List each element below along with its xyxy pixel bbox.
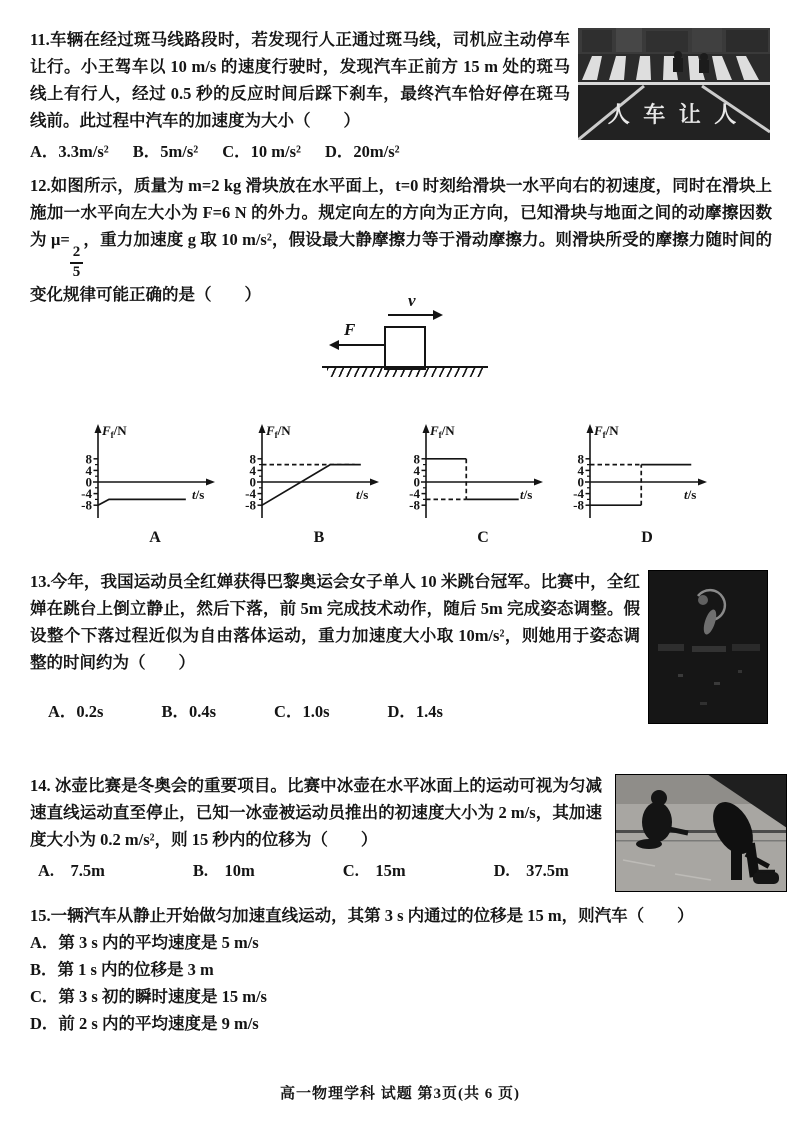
q15-option-a: A．第 3 s 内的平均速度是 5 m/s: [30, 933, 259, 952]
q11-option-a: A．3.3m/s²: [30, 142, 109, 161]
graph-a-plot: [72, 420, 224, 522]
graph-d-label: D: [641, 529, 653, 546]
svg-text:0: 0: [577, 474, 584, 490]
svg-text:-4: -4: [81, 486, 92, 502]
svg-text:Ff/N: $F_f/N$: [102, 423, 127, 440]
diver-photo: [648, 570, 768, 724]
force-label: F: [344, 320, 356, 339]
velocity-label: v: [408, 291, 416, 310]
question-12-text: [30, 172, 772, 308]
road-text: 人 车 让 人: [607, 102, 741, 127]
question-11: [30, 26, 770, 164]
svg-text:Ff/N: $F_f/N$: [430, 423, 455, 440]
curling-photo: [615, 774, 787, 892]
q14-option-a: A. 7.5m: [38, 861, 105, 880]
svg-text:8: 8: [249, 451, 256, 467]
crosswalk-photo: [578, 28, 770, 140]
q14-option-c: C. 15m: [342, 861, 406, 880]
svg-text:8: 8: [413, 451, 420, 467]
svg-text:-8: -8: [81, 497, 92, 513]
graph-b-label: B: [313, 529, 325, 546]
svg-text:8: 8: [85, 451, 92, 467]
graph-option-a: [72, 420, 224, 547]
velocity-arrow: [388, 314, 434, 316]
q13-option-c: C．1.0s: [274, 702, 330, 721]
question-12: [30, 172, 772, 308]
svg-text:-4: -4: [409, 486, 420, 502]
svg-text:Ff/N: $F_f/N$: [594, 423, 619, 440]
graph-option-d: [564, 420, 716, 547]
svg-text:-4: -4: [245, 486, 256, 502]
graph-b-plot: [236, 420, 388, 522]
svg-text:t/s: t/s: [356, 487, 369, 502]
question-13-text: 13.今年，我国运动员全红婵获得巴黎奥运会女子单人 10 米跳台冠军。比赛中，全红婵在跳台上倒立静止，然后下落，前 5m 完成技术动作，随后 5m 完成姿态调整。假设整个下落过程近似为自由落体运动，重力加速度大小取 10m/s²，则她用于姿态调整的时间约为（ ）: [30, 572, 640, 672]
q11-option-d: D．20m/s²: [324, 142, 400, 161]
q15-option-b: B．第 1 s 内的位移是 3 m: [30, 960, 214, 979]
force-arrow: [338, 344, 384, 346]
fraction-numerator: 2: [70, 245, 84, 264]
block-force-diagram: [322, 291, 502, 390]
svg-text:4: 4: [85, 462, 92, 478]
svg-text:0: 0: [85, 474, 92, 490]
question-14-text: 14. 冰壶比赛是冬奥会的重要项目。比赛中冰壶在水平冰面上的运动可视为匀减速直线运动直至停止，已知一冰壶被运动员推出的初速度大小为 2 m/s，其加速度大小为 0.2 m/s²，则 15 秒内的位移为（ ）: [30, 776, 602, 849]
question-15-text: 15.一辆汽车从静止开始做匀加速直线运动，其第 3 s 内通过的位移是 15 m，则汽车（ ）: [30, 906, 694, 925]
graph-d-plot: [564, 420, 716, 522]
q14-option-d: D. 37.5m: [493, 861, 569, 880]
svg-text:t/s: t/s: [520, 487, 533, 502]
svg-text:-8: -8: [245, 497, 256, 513]
svg-text:-8: -8: [573, 497, 584, 513]
graph-option-b: [236, 420, 388, 547]
q15-option-d: D．前 2 s 内的平均速度是 9 m/s: [30, 1014, 259, 1033]
svg-text:-8: -8: [409, 497, 420, 513]
graph-c-plot: [400, 420, 552, 522]
q11-option-b: B．5m/s²: [132, 142, 199, 161]
q13-option-d: D．1.4s: [387, 702, 443, 721]
svg-text:Ff/N: $F_f/N$: [266, 423, 291, 440]
svg-text:0: 0: [249, 474, 256, 490]
q12-text-before: 12.如图所示，质量为 m=2 kg 滑块放在水平面上，t=0 时刻给滑块一水平向右的初速度，同时在滑块上施加一水平向左大小为 F=6 N 的外力。规定向左的方向为正方向，已知滑块与地面之间的动摩擦因数为 μ=: [30, 176, 772, 249]
question-11-text: 11.车辆在经过斑马线路段时，若发现行人正通过斑马线，司机应主动停车让行。小王驾车以 10 m/s 的速度行驶时，发现汽车正前方 15 m 处的斑马线上有行人，经过 0.5 秒的反应时间后踩下刹车，最终汽车恰好停在斑马线前。此过程中汽车的加速度为大小（ ）: [30, 30, 570, 130]
answer-graphs-row: [0, 420, 800, 547]
question-13: [30, 568, 770, 724]
question-15: [30, 902, 770, 1037]
q14-option-b: B. 10m: [192, 861, 255, 880]
graph-a-label: A: [149, 529, 161, 546]
svg-text:t/s: t/s: [684, 487, 697, 502]
graph-c-label: C: [477, 529, 489, 546]
svg-text:t/s: t/s: [192, 487, 205, 502]
q13-option-a: A．0.2s: [48, 702, 104, 721]
q11-option-c: C．10 m/s²: [222, 142, 301, 161]
block: [384, 326, 426, 370]
svg-text:4: 4: [577, 462, 584, 478]
svg-text:-4: -4: [573, 486, 584, 502]
svg-text:4: 4: [249, 462, 256, 478]
ground-hatching: [327, 368, 485, 377]
q13-option-b: B．0.4s: [161, 702, 217, 721]
svg-text:0: 0: [413, 474, 420, 490]
svg-text:8: 8: [577, 451, 584, 467]
question-11-options: [30, 140, 770, 164]
q15-option-c: C．第 3 s 初的瞬时速度是 15 m/s: [30, 987, 267, 1006]
svg-text:4: 4: [413, 462, 420, 478]
q12-text-after: ，重力加速度 g 取 10 m/s²，假设最大静摩擦力等于滑动摩擦力。则滑块所受的摩擦力随时间的变化规律可能正确的是（ ）: [30, 230, 772, 304]
graph-option-c: [400, 420, 552, 547]
page-footer: 高一物理学科 试题 第3页(共 6 页): [280, 1086, 520, 1102]
mu-fraction: [70, 245, 84, 281]
fraction-denominator: 5: [72, 263, 81, 280]
question-14: [30, 772, 775, 883]
